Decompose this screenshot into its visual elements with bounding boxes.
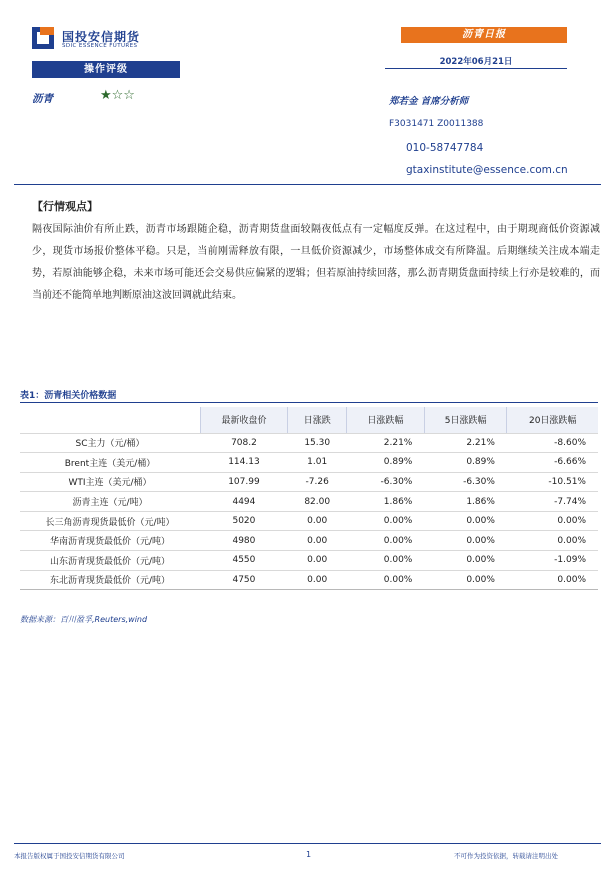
daily-change-cell: 15.30 <box>288 433 347 453</box>
table-row <box>20 492 598 512</box>
daily-pct-cell: 2.21% <box>347 433 425 453</box>
daily-pct-cell: 0.00% <box>347 531 425 551</box>
row-label: Brent主连（美元/桶） <box>20 453 200 473</box>
analyst-email[interactable]: gtaxinstitute@essence.com.cn <box>406 164 568 176</box>
table-top-rule <box>20 402 598 403</box>
row-label: WTI主连（美元/桶） <box>20 472 200 492</box>
row-label: SC主力（元/桶） <box>20 433 200 453</box>
daily-pct-cell: 0.00% <box>347 551 425 571</box>
close-price-cell: 5020 <box>200 511 288 531</box>
row-label: 山东沥青现货最低价（元/吨） <box>20 551 200 571</box>
table-row <box>20 453 598 473</box>
page-number: 1 <box>306 850 312 859</box>
table-row <box>20 433 598 453</box>
table-row <box>20 570 598 590</box>
data-source-note: 数据来源：百川盈孚,Reuters,wind <box>20 615 148 624</box>
row-label: 沥青主连（元/吨） <box>20 492 200 512</box>
table-row <box>20 511 598 531</box>
close-price-cell: 4494 <box>200 492 288 512</box>
close-price-cell: 708.2 <box>200 433 288 453</box>
analyst-name: 郑若金 首席分析师 <box>389 96 469 107</box>
report-date: 2022年06月21日 <box>439 57 513 67</box>
close-price-cell: 114.13 <box>200 453 288 473</box>
daily-pct-cell: 1.86% <box>347 492 425 512</box>
company-name-en: SDIC ESSENCE FUTURES <box>62 43 138 49</box>
column-header: 日涨跌幅 <box>347 407 425 433</box>
twenty-day-pct-cell: 0.00% <box>507 570 598 590</box>
close-price-cell: 4550 <box>200 551 288 571</box>
table-caption: 表1：沥青相关价格数据 <box>20 391 117 401</box>
daily-change-cell: 0.00 <box>288 570 347 590</box>
row-label: 长三角沥青现货最低价（元/吨） <box>20 511 200 531</box>
daily-change-cell: -7.26 <box>288 472 347 492</box>
column-header <box>20 407 200 433</box>
close-price-cell: 107.99 <box>200 472 288 492</box>
product-name: 沥青 <box>32 93 53 105</box>
five-day-pct-cell: 0.00% <box>424 551 507 571</box>
daily-change-cell: 1.01 <box>288 453 347 473</box>
twenty-day-pct-cell: -7.74% <box>507 492 598 512</box>
column-header: 最新收盘价 <box>200 407 288 433</box>
price-table <box>20 407 598 590</box>
table-row <box>20 551 598 571</box>
view-title: 【行情观点】 <box>32 200 98 213</box>
twenty-day-pct-cell: -8.60% <box>507 433 598 453</box>
five-day-pct-cell: 0.00% <box>424 511 507 531</box>
row-label: 东北沥青现货最低价（元/吨） <box>20 570 200 590</box>
daily-change-cell: 82.00 <box>288 492 347 512</box>
daily-pct-cell: 0.89% <box>347 453 425 473</box>
daily-change-cell: 0.00 <box>288 531 347 551</box>
table-row <box>20 531 598 551</box>
daily-pct-cell: -6.30% <box>347 472 425 492</box>
daily-change-cell: 0.00 <box>288 511 347 531</box>
column-header: 20日涨跌幅 <box>507 407 598 433</box>
twenty-day-pct-cell: -1.09% <box>507 551 598 571</box>
report-type-tag: 沥青日报 <box>401 27 567 43</box>
view-body: 隔夜国际油价有所止跌，沥青市场跟随企稳，沥青期货盘面较隔夜低点有一定幅度反弹。在这过程中，由于期现商低价资源减少，现货市场报价整体平稳。只是，当前刚需释放有限，一旦低价资源减少，市场整体成交有所降温。后期继续关注成本端走势，若原油能够企稳，未来市场可能还会交易供应偏紧的逻辑；但若原油持续回落，那么沥青期货盘面持续上行亦是较难的，而当前还不能简单地判断原油这波回调就此结束。 <box>32 224 600 301</box>
column-header: 日涨跌 <box>288 407 347 433</box>
daily-pct-cell: 0.00% <box>347 511 425 531</box>
disclaimer-notice: 不可作为投资依据，转载请注明出处 <box>454 852 558 860</box>
five-day-pct-cell: 0.00% <box>424 531 507 551</box>
five-day-pct-cell: 2.21% <box>424 433 507 453</box>
analyst-phone: 010-58747784 <box>406 142 484 154</box>
header-divider <box>14 184 601 185</box>
daily-change-cell: 0.00 <box>288 551 347 571</box>
rating-label: 操作评级 <box>32 61 180 78</box>
daily-pct-cell: 0.00% <box>347 570 425 590</box>
close-price-cell: 4980 <box>200 531 288 551</box>
twenty-day-pct-cell: 0.00% <box>507 531 598 551</box>
twenty-day-pct-cell: -10.51% <box>507 472 598 492</box>
five-day-pct-cell: 0.89% <box>424 453 507 473</box>
twenty-day-pct-cell: 0.00% <box>507 511 598 531</box>
rating-stars: ★☆☆ <box>100 88 135 103</box>
company-name: 国投安信期货 <box>62 30 141 44</box>
footer-divider <box>14 843 601 844</box>
analyst-license: F3031471 Z0011388 <box>389 119 484 129</box>
row-label: 华南沥青现货最低价（元/吨） <box>20 531 200 551</box>
five-day-pct-cell: 1.86% <box>424 492 507 512</box>
date-underline <box>385 68 567 69</box>
copyright-notice: 本报告版权属于国投安信期货有限公司 <box>14 852 125 860</box>
table-header-row <box>20 407 598 433</box>
five-day-pct-cell: -6.30% <box>424 472 507 492</box>
twenty-day-pct-cell: -6.66% <box>507 453 598 473</box>
company-logo-icon <box>32 27 54 49</box>
column-header: 5日涨跌幅 <box>424 407 507 433</box>
five-day-pct-cell: 0.00% <box>424 570 507 590</box>
table-row <box>20 472 598 492</box>
close-price-cell: 4750 <box>200 570 288 590</box>
